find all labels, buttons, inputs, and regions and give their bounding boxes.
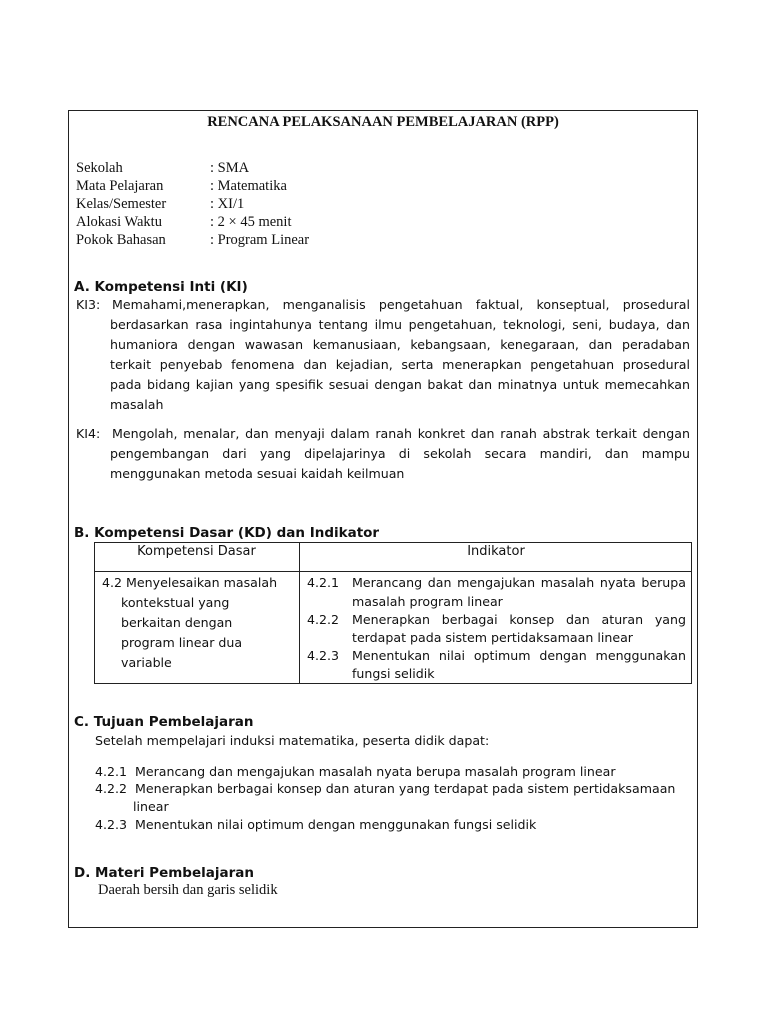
ki4-line: menggunakan metoda sesuai kaidah keilmuan xyxy=(110,466,405,481)
indicator-number: 4.2.1 xyxy=(307,575,340,590)
objectives-intro: Setelah mempelajari induksi matematika, peserta didik dapat: xyxy=(95,733,490,748)
section-a-heading: A. Kompetensi Inti (KI) xyxy=(74,279,248,295)
ki4-line: pengembangan dari yang dipelajarinya di sekolah secara mandiri, dan mampu xyxy=(110,446,690,461)
kd-text: kontekstual yang xyxy=(121,595,230,610)
indicator-text: Menerapkan berbagai konsep dan aturan yang xyxy=(352,612,686,627)
ki4-line: Mengolah, menalar, dan menyaji dalam ranah konkret dan ranah abstrak terkait dengan xyxy=(112,426,690,441)
section-b-heading: B. Kompetensi Dasar (KD) dan Indikator xyxy=(74,525,380,541)
objective-text: Menerapkan berbagai konsep dan aturan yang terdapat pada sistem pertidaksamaan xyxy=(135,781,676,796)
ki3-line: Memahami,menerapkan, menganalisis pengetahuan faktual, konseptual, prosedural xyxy=(112,297,690,312)
indicator-text: Menentukan nilai optimum dengan menggunakan xyxy=(352,648,686,663)
ki3-label: KI3: xyxy=(76,297,101,312)
meta-value-subject: : Matematika xyxy=(210,178,287,194)
section-c-heading: C. Tujuan Pembelajaran xyxy=(74,714,254,730)
indicator-text: terdapat pada sistem pertidaksamaan linear xyxy=(352,630,633,645)
objective-text: linear xyxy=(133,799,169,814)
indicator-number: 4.2.3 xyxy=(307,648,340,663)
objective-number: 4.2.3 xyxy=(95,817,128,832)
document-title: RENCANA PELAKSANAAN PEMBELAJARAN (RPP) xyxy=(207,114,559,130)
kd-text: variable xyxy=(121,655,172,670)
meta-label-subject: Mata Pelajaran xyxy=(76,178,164,194)
table-header-indicator: Indikator xyxy=(467,544,525,559)
meta-label-topic: Pokok Bahasan xyxy=(76,232,166,248)
kd-text: program linear dua xyxy=(121,635,243,650)
materials-text: Daerah bersih dan garis selidik xyxy=(98,882,278,898)
meta-value-time: : 2 × 45 menit xyxy=(210,214,292,230)
ki4-label: KI4: xyxy=(76,426,101,441)
objective-text: Menentukan nilai optimum dengan menggunakan fungsi selidik xyxy=(135,817,537,832)
section-d-heading: D. Materi Pembelajaran xyxy=(74,865,254,881)
ki3-line: pada bidang kajian yang spesifik sesuai dengan bakat dan minatnya untuk memecahkan xyxy=(110,377,690,392)
ki3-line: berdasarkan rasa ingintahunya tentang ilmu pengetahuan, teknologi, seni, budaya, dan xyxy=(110,317,690,332)
indicator-text: masalah program linear xyxy=(352,594,503,609)
objective-number: 4.2.1 xyxy=(95,764,128,779)
indicator-text: Merancang dan mengajukan masalah nyata berupa xyxy=(352,575,686,590)
ki3-line: terkait penyebab fenomena dan kejadian, serta menerapkan pengetahuan prosedural xyxy=(110,357,690,372)
kd-text: 4.2 Menyelesaikan masalah xyxy=(102,575,278,590)
table-column-divider xyxy=(299,542,300,684)
meta-value-school: : SMA xyxy=(210,160,250,176)
objective-text: Merancang dan mengajukan masalah nyata berupa masalah program linear xyxy=(135,764,616,779)
indicator-number: 4.2.2 xyxy=(307,612,340,627)
meta-label-time: Alokasi Waktu xyxy=(76,214,162,230)
meta-label-class: Kelas/Semester xyxy=(76,196,167,212)
meta-value-topic: : Program Linear xyxy=(210,232,310,248)
ki3-line: masalah xyxy=(110,397,164,412)
ki3-line: humaniora dengan wawasan kemanusiaan, kebangsaan, kenegaraan, dan peradaban xyxy=(110,337,690,352)
meta-value-class: : XI/1 xyxy=(210,196,245,212)
table-header-kd: Kompetensi Dasar xyxy=(137,544,256,559)
objective-number: 4.2.2 xyxy=(95,781,128,796)
table-header-divider xyxy=(94,571,692,572)
kd-text: berkaitan dengan xyxy=(121,615,233,630)
indicator-text: fungsi selidik xyxy=(352,666,435,681)
meta-label-school: Sekolah xyxy=(76,160,123,176)
